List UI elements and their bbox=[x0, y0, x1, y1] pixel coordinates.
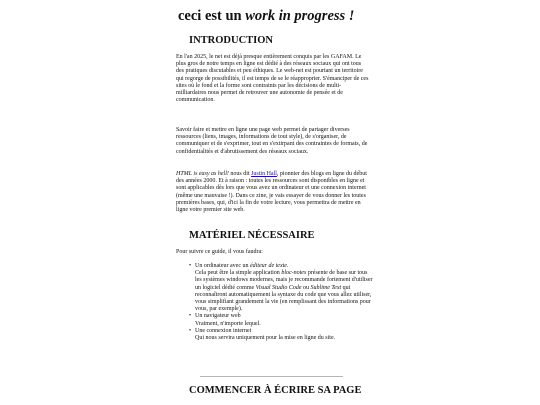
bullet-icon: • bbox=[189, 313, 192, 320]
list-item-description: Vraiment, n'importe lequel. bbox=[195, 320, 261, 327]
justin-hall-link[interactable]: Justin Hall bbox=[251, 171, 277, 177]
page-title-emphasis: work in progress ! bbox=[245, 8, 355, 24]
section-divider bbox=[200, 376, 343, 377]
intro-paragraph-1: En l'an 2025, le net est déjà presque entièrement conquis par les GAFAM. Le plus gros de notre temps en ligne est dédié à des réseaux sociaux qui ont tous des pratiques discutables et peu éthiques. Le web-net est pourtant un territoire qui regorge de possibilités, il est temps de se le réapproprier. S'émanciper de ces sites où le fond et la forme sont contraints par les décisions de multi-milliardaires nous permet de retrouver une autonomie de pensée et de communication. bbox=[176, 54, 369, 104]
item-desc-text: ou bbox=[301, 284, 311, 291]
list-item-title: Un navigateur web bbox=[195, 313, 241, 320]
item-title-end: . bbox=[286, 263, 289, 269]
list-item-title: Une connexion internet bbox=[195, 327, 252, 334]
intro-paragraph-2: Savoir faire et mettre en ligne une page web permet de partager diverses ressources (liens, images, informations de tout style), de s'organiser, de communiquer et de s'exprimer, tout en s'extirpant des contraintes de formats, de confidentialités et d'abrutissement des réseaux sociaux. bbox=[176, 127, 368, 155]
intro-p3-text-a: nous dit bbox=[228, 171, 252, 177]
list-item-description: Qui nous servira uniquement pour la mise en ligne du site. bbox=[195, 335, 336, 342]
materiel-lead: Pour suivre ce guide, il vous faudra: bbox=[176, 249, 263, 255]
bullet-icon: • bbox=[189, 327, 192, 334]
list-item bbox=[189, 313, 375, 327]
page-title bbox=[178, 7, 418, 25]
vscode-emphasis: Visual Studio Code bbox=[255, 284, 302, 291]
page-title-prefix: ceci est un bbox=[178, 8, 246, 24]
list-item-description bbox=[195, 270, 375, 313]
intro-p3-text-b: , pionnier des blogs en ligne du début des années 2000. Et à raison : toutes les ressources sont disponibles en ligne et sont applicables dès lors que vous avez un ordinateur et une connexion internet (même une mauvaise !). Dans ce zine, je vais essayer de vous donner les toutes premières bases, qui, d'ici la fin de votre lecture, vous permettra de mettre en ligne votre premier site web. bbox=[176, 171, 367, 214]
item-desc-text: présente de base sur tous les systèmes windows modernes, mais je recommande fortement d'utiliser un logiciel dédié comme bbox=[195, 270, 373, 291]
materiel-list bbox=[189, 263, 375, 342]
item-title-text: Un ordinateur avec un bbox=[195, 263, 250, 269]
item-desc-text: qui reconnaîtront automatiquement la syntaxe du code que vous allez utiliser, vous simplifiant grandement la vie (en remplissant des informations pour vous, par exemple). bbox=[195, 284, 372, 313]
bloc-notes-emphasis: bloc-notes bbox=[281, 270, 307, 277]
section-heading-commencer: COMMENCER À ÉCRIRE SA PAGE bbox=[189, 385, 362, 396]
list-item-title bbox=[195, 263, 288, 269]
list-item bbox=[189, 327, 375, 342]
sublime-emphasis: Sublime Text bbox=[310, 284, 342, 291]
item-title-emphasis: éditeur de texte bbox=[249, 263, 287, 269]
intro-paragraph-3 bbox=[176, 171, 369, 214]
section-heading-introduction: INTRODUCTION bbox=[189, 35, 274, 46]
bullet-icon: • bbox=[189, 263, 192, 269]
section-heading-materiel: MATÉRIEL NÉCESSAIRE bbox=[189, 230, 315, 241]
item-desc-text: Cela peut être la simple application bbox=[195, 270, 282, 277]
list-item bbox=[189, 263, 375, 313]
html-easy-quote: HTML is easy as hell! bbox=[176, 171, 229, 177]
